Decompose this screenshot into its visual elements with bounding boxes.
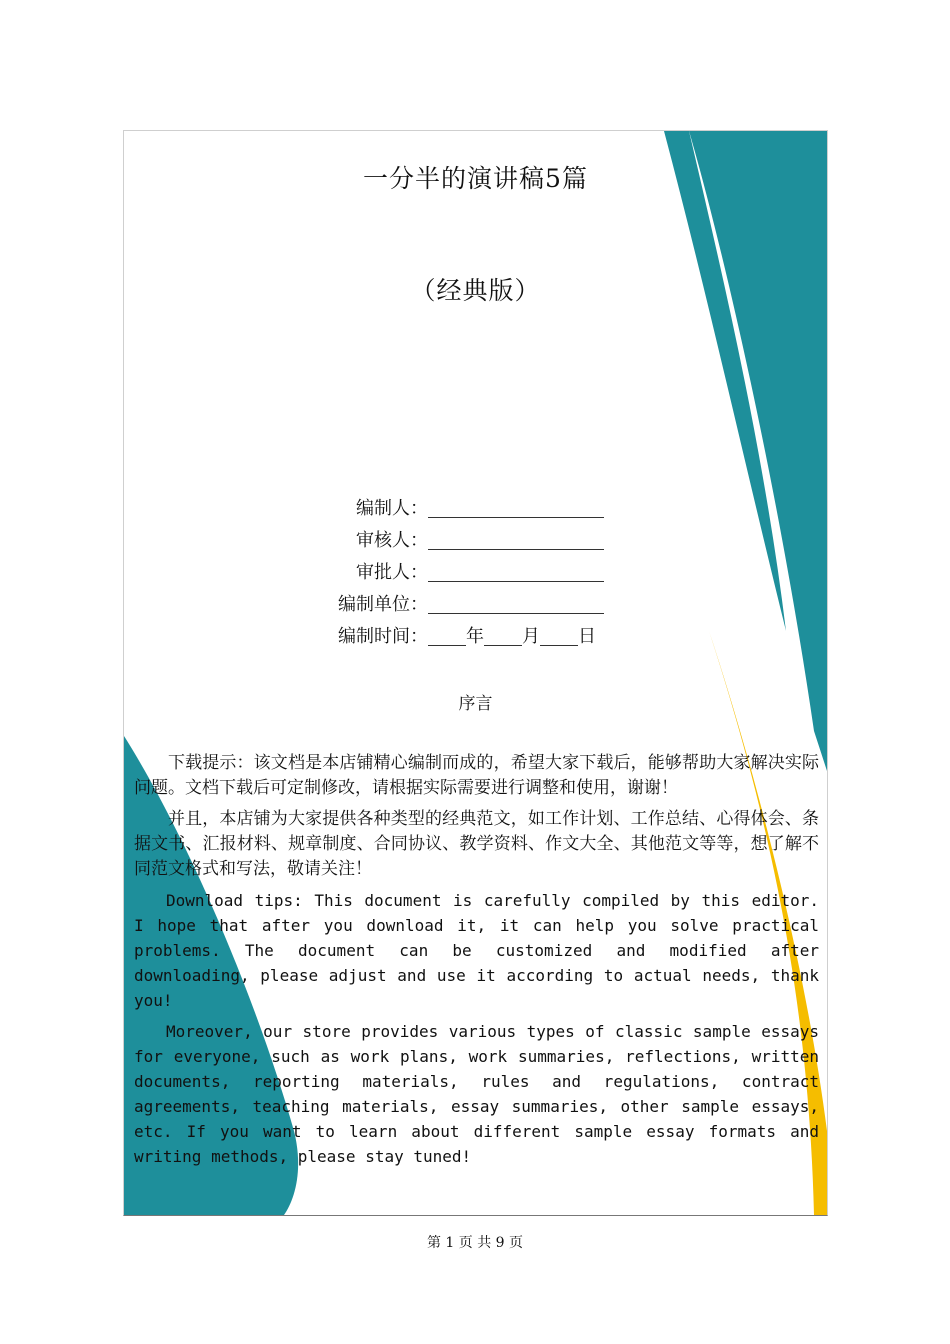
document-title: 一分半的演讲稿5篇: [363, 164, 588, 193]
meta-row-approver: [342, 557, 604, 589]
meta-label: 审核人：: [356, 530, 428, 551]
meta-block: [338, 493, 604, 653]
meta-blank-line[interactable]: [428, 561, 604, 582]
meta-row-date: [338, 621, 604, 653]
date-day-label: 日: [578, 626, 596, 647]
meta-row-author: [342, 493, 604, 525]
meta-label: 编制单位：: [338, 594, 428, 615]
date-year-label: 年: [466, 626, 484, 647]
date-day-blank[interactable]: [540, 625, 578, 646]
meta-row-unit: [338, 589, 604, 621]
paragraph-cn-2: 并且，本店铺为大家提供各种类型的经典范文，如工作计划、工作总结、心得体会、条据文书、汇报材料、规章制度、合同协议、教学资料、作文大全、其他范文等等，想了解不同范文格式和写法，敬请关注！: [134, 809, 819, 879]
meta-label: 审批人：: [356, 562, 428, 583]
meta-label: 编制人：: [356, 498, 428, 519]
page-frame: [123, 130, 828, 1216]
date-year-blank[interactable]: [428, 625, 466, 646]
paragraph-en-2: Moreover, our store provides various types of classic sample essays for everyone, such as work plans, work summaries, reflections, written documents, reporting materials, rules and regulations, contract agreements, teaching materials, essay summaries, other sample essays, etc. If you want to learn about different sample essay formats and writing methods, please stay tuned!: [134, 1022, 819, 1166]
preface-body: [134, 751, 819, 1175]
meta-blank-line[interactable]: [428, 497, 604, 518]
meta-label: 编制时间：: [338, 626, 428, 647]
meta-blank-line[interactable]: [428, 593, 604, 614]
page-number-footer: 第 1 页 共 9 页: [426, 1235, 524, 1251]
preface-heading: 序言: [458, 694, 493, 714]
date-month-blank[interactable]: [484, 625, 522, 646]
meta-blank-line[interactable]: [428, 529, 604, 550]
document-subtitle: （经典版）: [410, 276, 541, 305]
meta-row-reviewer: [342, 525, 604, 557]
paragraph-cn-1: 下载提示：该文档是本店铺精心编制而成的，希望大家下载后，能够帮助大家解决实际问题。文档下载后可定制修改，请根据实际需要进行调整和使用，谢谢！: [134, 753, 819, 798]
date-month-label: 月: [522, 626, 540, 647]
paragraph-en-1: Download tips: This document is carefully compiled by this editor. I hope that after you download it, it can help you solve practical problems. The document can be customized and modified after downloading, please adjust and use it according to actual needs, thank you!: [134, 891, 819, 1010]
